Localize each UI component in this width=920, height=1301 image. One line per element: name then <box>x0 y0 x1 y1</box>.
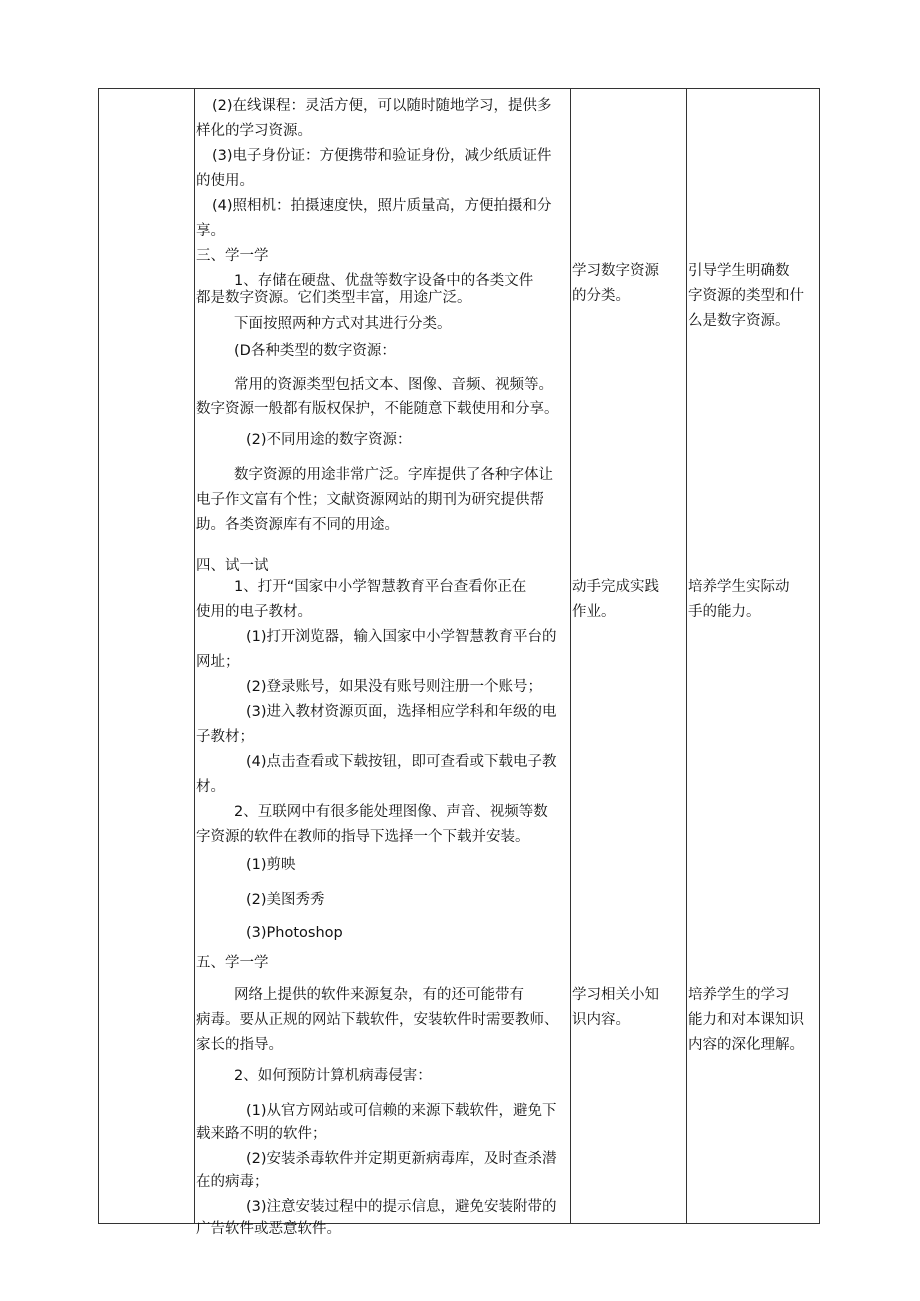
col2-line-text: 子教材； <box>196 729 254 745</box>
col2-text-line <box>246 1149 572 1171</box>
column-divider-1 <box>194 89 195 1223</box>
col2-line-text: (1)剪映 <box>246 857 296 873</box>
col4-text-line <box>688 1035 818 1057</box>
col4-text-line <box>688 261 818 283</box>
col2-text-line <box>196 490 572 512</box>
col4-text-line <box>688 286 818 308</box>
col2-line-text: 在的病毒； <box>196 1174 269 1190</box>
col2-line-text: 下面按照两种方式对其进行分类。 <box>234 316 452 332</box>
col2-text-line <box>234 577 572 599</box>
col2-text-line <box>234 375 572 397</box>
col4-text-line <box>688 311 818 333</box>
col2-text-line <box>196 727 572 749</box>
col2-text-line <box>234 341 572 363</box>
col2-line-text: 2、互联网中有很多能处理图像、声音、视频等数 <box>234 804 548 820</box>
col2-line-text: (D各种类型的数字资源： <box>234 343 396 359</box>
col2-line-text: 网络上提供的软件来源复杂，有的还可能带有 <box>234 987 524 1003</box>
col2-text-line <box>196 953 572 975</box>
col2-line-text: 1、打开“国家中小学智慧教育平台查看你正在 <box>234 579 527 595</box>
col2-line-text: (4)点击查看或下载按钮，即可查看或下载电子教 <box>246 754 557 770</box>
col2-line-text: (2)美图秀秀 <box>246 892 325 908</box>
col4-line-text: 能力和对本课知识 <box>688 1012 804 1028</box>
col2-line-text: 字资源的软件在教师的指导下选择一个下载并安装。 <box>196 829 530 845</box>
col4-text-line <box>688 1010 818 1032</box>
col2-line-text: 2、如何预防计算机病毒侵害： <box>234 1068 432 1084</box>
col2-text-line <box>234 271 572 289</box>
col3-line-text: 学习相关小知 <box>572 987 659 1003</box>
col2-line-text: 常用的资源类型包括文本、图像、音频、视频等。 <box>234 377 553 393</box>
col2-text-line <box>246 890 572 912</box>
col2-text-line <box>196 1035 572 1057</box>
col2-line-text: (3)Photoshop <box>246 925 343 941</box>
col2-text-line <box>196 556 572 574</box>
col3-text-line <box>572 577 684 599</box>
col2-text-line <box>246 702 572 724</box>
col2-text-line <box>234 985 572 1007</box>
col3-text-line <box>572 602 684 624</box>
col2-line-text: (3)电子身份证：方便携带和验证身份，减少纸质证件 <box>212 148 552 164</box>
col2-text-line <box>196 1172 572 1194</box>
col2-line-text: 材。 <box>196 779 225 795</box>
col4-line-text: 手的能力。 <box>688 604 761 620</box>
col2-line-text: 四、试一试 <box>196 558 269 574</box>
col2-line-text: (2)登录账号，如果没有账号则注册一个账号； <box>246 679 543 695</box>
column-divider-3 <box>686 89 687 1223</box>
col2-text-line <box>196 399 572 421</box>
col2-text-line <box>196 288 572 310</box>
col2-line-text: 三、学一学 <box>196 248 269 264</box>
col2-line-text: (1)打开浏览器，输入国家中小学智慧教育平台的 <box>246 629 557 645</box>
col2-text-line <box>212 96 572 118</box>
col2-line-text: 网址； <box>196 654 240 670</box>
col4-text-line <box>688 577 818 599</box>
col2-text-line <box>246 1101 572 1123</box>
col2-line-text: (2)在线课程：灵活方便，可以随时随地学习，提供多 <box>212 98 552 114</box>
col2-line-text: 家长的指导。 <box>196 1037 283 1053</box>
col2-text-line <box>196 1124 572 1146</box>
col4-line-text: 么是数字资源。 <box>688 313 790 329</box>
col2-text-line <box>196 121 572 143</box>
col3-line-text: 的分类。 <box>572 288 630 304</box>
col2-line-text: (1)从官方网站或可信赖的来源下载软件，避免下 <box>246 1103 557 1119</box>
col2-line-text: (2)不同用途的数字资源： <box>246 432 412 448</box>
col3-line-text: 动手完成实践 <box>572 579 659 595</box>
col2-line-text: 数字资源一般都有版权保护，不能随意下载使用和分享。 <box>196 401 559 417</box>
col4-text-line <box>688 602 818 624</box>
col2-text-line <box>234 465 572 487</box>
col2-line-text: 助。各类资源库有不同的用途。 <box>196 517 399 533</box>
col4-line-text: 培养学生实际动 <box>688 579 790 595</box>
col3-line-text: 作业。 <box>572 604 616 620</box>
col2-text-line <box>246 1197 572 1219</box>
col2-line-text: (4)照相机：拍摄速度快，照片质量高，方便拍摄和分 <box>212 198 552 214</box>
col3-text-line <box>572 286 684 308</box>
col3-text-line <box>572 1010 684 1032</box>
col2-text-line <box>234 802 572 824</box>
col2-line-text: (2)安装杀毒软件并定期更新病毒库，及时查杀潜 <box>246 1151 557 1167</box>
col4-line-text: 内容的深化理解。 <box>688 1037 804 1053</box>
col2-text-line <box>246 627 572 649</box>
col2-line-text: (3)注意安装过程中的提示信息，避免安装附带的 <box>246 1199 557 1215</box>
col4-line-text: 字资源的类型和什 <box>688 288 804 304</box>
col2-line-text: 使用的电子教材。 <box>196 604 312 620</box>
col3-text-line <box>572 985 684 1007</box>
col2-line-text: 的使用。 <box>196 173 254 189</box>
col2-text-line <box>196 1219 572 1237</box>
col3-line-text: 学习数字资源 <box>572 263 659 279</box>
col3-text-line <box>572 261 684 283</box>
col2-text-line <box>196 652 572 674</box>
col2-text-line <box>246 855 572 877</box>
col2-text-line <box>196 1010 572 1032</box>
col4-line-text: 引导学生明确数 <box>688 263 790 279</box>
col4-line-text: 培养学生的学习 <box>688 987 790 1003</box>
col2-line-text: 样化的学习资源。 <box>196 123 312 139</box>
col2-text-line <box>196 602 572 624</box>
col2-text-line <box>196 171 572 193</box>
col2-text-line <box>246 752 572 774</box>
col2-text-line <box>212 146 572 168</box>
col2-line-text: 广告软件或恶意软件。 <box>196 1221 341 1237</box>
col2-text-line <box>212 196 572 218</box>
col2-text-line <box>196 827 572 849</box>
col2-text-line <box>234 1066 572 1088</box>
col2-line-text: (3)进入教材资源页面，选择相应学科和年级的电 <box>246 704 557 720</box>
col2-line-text: 都是数字资源。它们类型丰富，用途广泛。 <box>196 290 472 306</box>
col2-text-line <box>196 221 572 243</box>
col2-line-text: 载来路不明的软件； <box>196 1126 327 1142</box>
col4-text-line <box>688 985 818 1007</box>
col2-text-line <box>246 677 572 699</box>
col2-line-text: 电子作文富有个性；文献资源网站的期刊为研究提供帮 <box>196 492 544 508</box>
col2-text-line <box>196 777 572 799</box>
col2-line-text: 数字资源的用途非常广泛。字库提供了各种字体让 <box>234 467 553 483</box>
col2-line-text: 1、存储在硬盘、优盘等数字设备中的各类文件 <box>234 273 534 289</box>
col2-line-text: 病毒。要从正规的网站下载软件，安装软件时需要教师、 <box>196 1012 559 1028</box>
col2-line-text: 五、学一学 <box>196 955 269 971</box>
col3-line-text: 识内容。 <box>572 1012 630 1028</box>
col2-text-line <box>196 246 572 268</box>
col2-line-text: 享。 <box>196 223 225 239</box>
col2-text-line <box>196 515 572 537</box>
col2-text-line <box>234 314 572 336</box>
col2-text-line <box>246 923 572 945</box>
col2-text-line <box>246 430 572 452</box>
